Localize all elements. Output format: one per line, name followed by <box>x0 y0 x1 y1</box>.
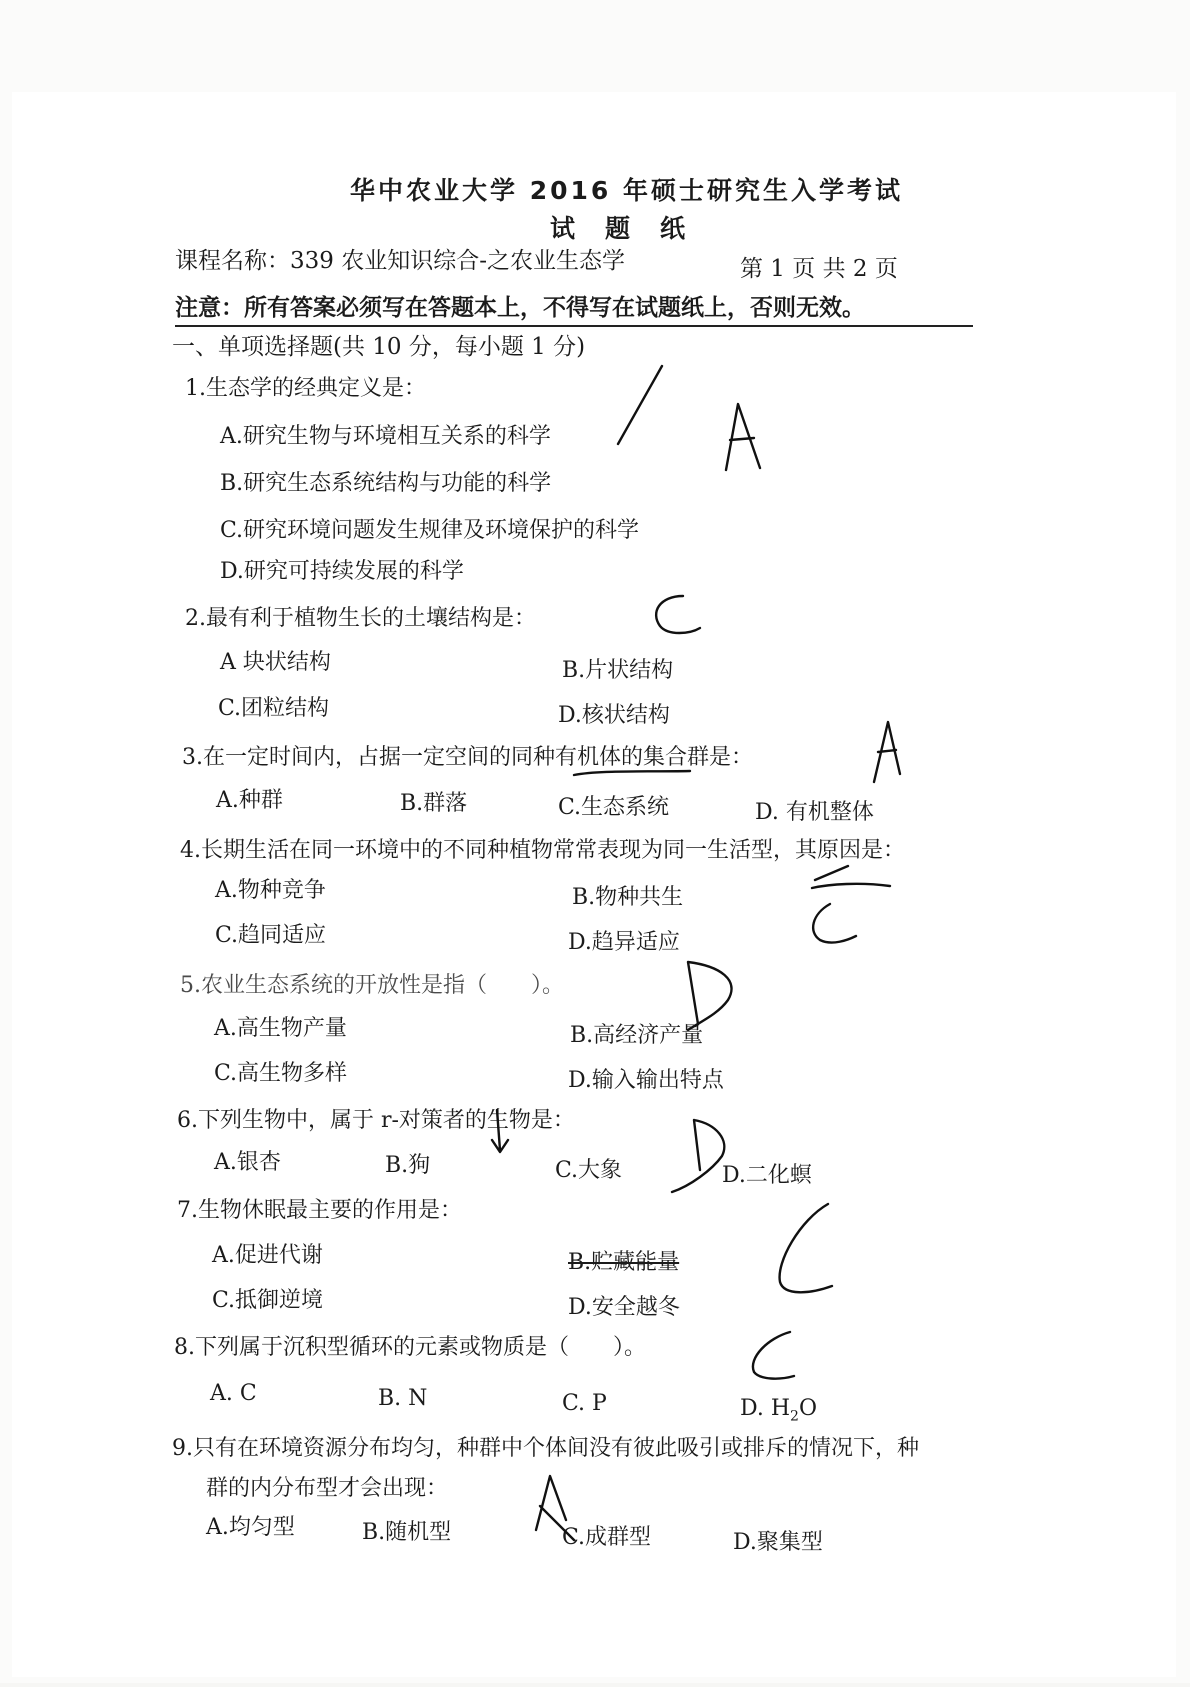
q7-option-d: D.安全越冬 <box>568 1295 680 1320</box>
q8-option-a: A. C <box>210 1381 257 1406</box>
q2-option-a: A 块状结构 <box>220 650 331 675</box>
q7-option-c: C.抵御逆境 <box>212 1288 324 1313</box>
notice: 注意：所有答案必须写在答题本上，不得写在试题纸上，否则无效。 <box>175 295 865 321</box>
q9-option-b: B.随机型 <box>362 1520 452 1545</box>
q8-option-d: D. $H_2O$ <box>740 1396 817 1425</box>
q8-option-c: C. P <box>562 1391 607 1416</box>
q6-option-c: C.大象 <box>555 1158 623 1183</box>
notice-underline <box>175 325 973 327</box>
question-1: 1.生态学的经典定义是： <box>185 376 426 401</box>
q3-option-d: D. 有机整体 <box>755 800 874 825</box>
q3-option-a: A.种群 <box>216 788 283 813</box>
q6-option-a: A.银杏 <box>214 1150 281 1175</box>
q3-option-c: C.生态系统 <box>558 795 670 820</box>
question-9-line-1: 9.只有在环境资源分布均匀，种群中个体间没有彼此吸引或排斥的情况下，种 <box>172 1436 919 1461</box>
question-5: 5.农业生态系统的开放性是指（ ）。 <box>180 973 564 998</box>
q4-option-c: C.趋同适应 <box>215 923 327 948</box>
q9-option-d: D.聚集型 <box>733 1530 823 1555</box>
q9-option-c: C.成群型 <box>562 1525 652 1550</box>
q5-option-c: C.高生物多样 <box>214 1061 348 1086</box>
q7-option-a: A.促进代谢 <box>212 1243 323 1268</box>
q2-option-c: C.团粒结构 <box>218 696 330 721</box>
question-9-line-2: 群的内分布型才会出现： <box>206 1476 449 1501</box>
course-name: 课程名称：339 农业知识综合-之农业生态学 <box>175 248 625 274</box>
q4-option-d: D.趋异适应 <box>568 930 680 955</box>
page-indicator: 第 1 页 共 2 页 <box>740 256 898 282</box>
question-4: 4.长期生活在同一环境中的不同种植物常常表现为同一生活型，其原因是： <box>180 838 905 863</box>
q4-option-a: A.物种竞争 <box>215 878 326 903</box>
question-8: 8.下列属于沉积型循环的元素或物质是（ ）。 <box>174 1335 646 1360</box>
question-2: 2.最有利于植物生长的土壤结构是： <box>185 606 536 631</box>
q1-option-d: D.研究可持续发展的科学 <box>220 559 464 584</box>
q5-option-d: D.输入输出特点 <box>568 1068 724 1093</box>
q9-option-a: A.均匀型 <box>206 1515 295 1540</box>
q1-option-c: C.研究环境问题发生规律及环境保护的科学 <box>220 518 640 543</box>
q6-option-d: D.二化螟 <box>722 1163 812 1188</box>
question-7: 7.生物休眠最主要的作用是： <box>177 1198 462 1223</box>
q2-option-d: D.核状结构 <box>558 703 670 728</box>
exam-title: 华中农业大学 2016 年硕士研究生入学考试 <box>350 176 903 205</box>
question-3: 3.在一定时间内，占据一定空间的同种有机体的集合群是： <box>182 745 753 770</box>
q1-option-a: A.研究生物与环境相互关系的科学 <box>220 424 551 449</box>
q1-option-b: B.研究生态系统结构与功能的科学 <box>220 471 552 496</box>
q7-option-b: B.贮藏能量 <box>568 1250 680 1275</box>
exam-subtitle: 试题纸 <box>550 214 716 243</box>
q6-option-b: B.狗 <box>385 1153 431 1178</box>
section-title: 一、单项选择题(共 10 分，每小题 1 分) <box>172 334 586 360</box>
q2-option-b: B.片状结构 <box>562 658 674 683</box>
q3-option-b: B.群落 <box>400 791 468 816</box>
q8-option-b: B. N <box>378 1386 428 1411</box>
q5-option-b: B.高经济产量 <box>570 1023 704 1048</box>
q4-option-b: B.物种共生 <box>572 885 684 910</box>
question-6: 6.下列生物中，属于 r-对策者的生物是： <box>177 1108 575 1133</box>
q5-option-a: A.高生物产量 <box>214 1016 347 1041</box>
